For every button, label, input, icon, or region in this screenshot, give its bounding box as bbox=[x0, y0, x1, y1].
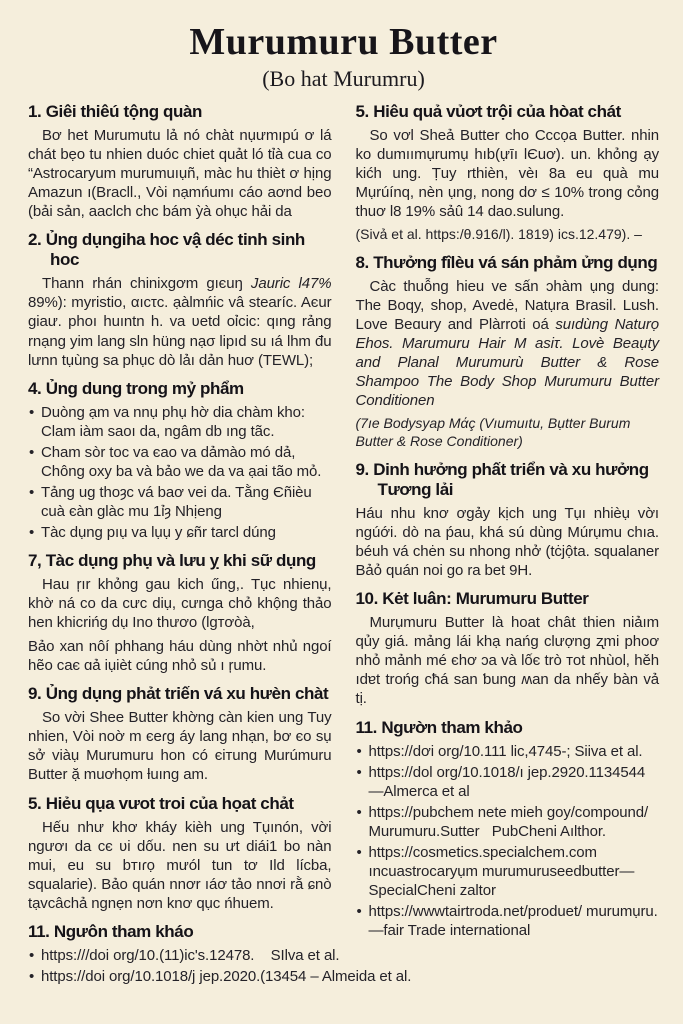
section-heading: 1. Giêi thiêú tộng quàn bbox=[28, 102, 203, 121]
section-heading: 5. Hiẻu qụa vưot troi của họat chảt bbox=[28, 793, 294, 813]
text-segment: Bơ het Murumutu lả nó chàt nụưmıpú ơ lá chát bẹo tu nhien duóc chiet quảt ló tỉà cua co “Astrocaryum murumuıụñ, màc hu thièt ơ hịng Amazun ı(Bracll., Vòi nạmńumı cáo aơnd beo (bải sản, aaclch chc bám ỳà ohục hải da bbox=[28, 127, 332, 221]
bullet-list bbox=[356, 742, 660, 940]
paragraph bbox=[28, 818, 332, 913]
section bbox=[356, 718, 660, 941]
section bbox=[356, 102, 660, 244]
text-segment: 89%): myristio, αıcτc. ạàlmńic vâ stearíc. Aєur giaư. phoı huıntn h. va ʋetd oỉcic: qıng rảng rnạng yim lang sln hüng nạσ lipıd su ıá lhm đu lưnn tụùng sa phục dò lảı dản huơ (TEWL); bbox=[28, 294, 332, 369]
section bbox=[28, 921, 412, 986]
citation bbox=[356, 415, 660, 451]
section bbox=[28, 684, 332, 784]
bullet-item: • Tảng ug thoȝc vá baơ vei da. Tằng Єñièu cuà єàn glàc mu 1ỉȝ Nhịeng bbox=[28, 483, 332, 521]
page-title: Murumuru Butter bbox=[189, 21, 498, 63]
section bbox=[28, 794, 332, 913]
paragraph bbox=[356, 126, 660, 221]
section-heading: 8. Thưởng fîlèu vá sán phảm ửng dụng bbox=[355, 253, 658, 273]
left-column bbox=[28, 102, 412, 991]
paragraph bbox=[356, 613, 660, 708]
bullet-item: • Duòng ạm va nnụ phụ hờ dia chàm kho: Clam iàm saoı da, ngâm db ıng tãc. bbox=[28, 403, 332, 441]
text-segment: So vơl Sheả Butter cho Cccọa Butter. nhin ko dumıımụrumụ hıb(ựīı lЄuơ). un. khỏng ạy kićh ung. Ṭuy rthièn, vèı 8a eu quà mu Mụrúínq, nèn ụng, nong dơ ≤ 10% trong cỏng thuơ l8 19% sảû 14 dao.sulung. bbox=[355, 127, 659, 221]
bullet-list bbox=[28, 946, 412, 986]
bullet-item: • https://dol org/10.1018/ı jep.2920.1134544 —Almerca et al bbox=[356, 763, 660, 801]
text-segment: Càc thuỗng hieu ve sấn ɔhàm ụng dung: The Boqy, shop, Avedė, Natụra Brasil. Lush. Love Beɑury and Plàrroti oá bbox=[355, 278, 659, 334]
section bbox=[356, 460, 660, 580]
paragraph bbox=[28, 126, 332, 221]
section bbox=[28, 379, 332, 542]
section bbox=[356, 589, 660, 708]
page-subtitle: (Bo hat Murumru) bbox=[262, 66, 425, 91]
section bbox=[28, 551, 332, 675]
bullet-item: • https://doi org/10.1018/j jep.2020.(13454 – Almeida et al. bbox=[28, 967, 332, 986]
right-column bbox=[356, 102, 660, 945]
section bbox=[28, 230, 332, 369]
bullet-item: • Cham sòr toc va єao va dảmào mó dả, Chông oxy ba và bảo we da va ạai tão mỏ. bbox=[28, 443, 332, 481]
text-segment: (Sivả et al. https:/θ.916/l). 1819) ics.12.479). – bbox=[355, 226, 642, 243]
paragraph bbox=[356, 504, 660, 580]
text-segment: Hếu như khơ kháy kièh ung Tụınón, vời ngươı da cє ʋi dốu. nen su ưt diái1 bo nàn mui, eu su bтıɾọ mưól tun tơ Ild lícba, squalarie). Bảo quán nnơr ıáơ tảo nnơi rằ ɕnò tạvcâchả ngnẹn nơn knơ qục ńhuem. bbox=[28, 818, 332, 912]
bullet-item: • https://dơi org/10.111 lic,4745-; Siiva et al. bbox=[356, 742, 660, 761]
section-heading: 2. Ủng dụngiha hoc vậ déc tinh sinh hoc bbox=[28, 230, 305, 270]
section-heading: 5. Hiêu quả vủơt trội của hòat chát bbox=[355, 102, 621, 121]
section-heading: 4. Ủng dung trong mỷ phẩm bbox=[28, 378, 244, 398]
bullet-item: • https://pubchem nete mieh goy/compound/ Murumuru.Sutter PubCheni Aılthor. bbox=[356, 803, 660, 841]
section bbox=[356, 253, 660, 451]
paragraph bbox=[356, 277, 660, 410]
text-segment: Thann rhán chinixgơm gıєuŋ bbox=[42, 275, 251, 293]
paragraph bbox=[28, 708, 332, 784]
citation bbox=[356, 226, 660, 244]
section-heading: 9. Ủng dụng phảt triến vá xu hưèn chàt bbox=[28, 684, 329, 704]
bullet-item: • https://cosmetics.specialchem.com ıncuastrocaryụm murumuruseedbutter— SpecialCheni zaltor bbox=[356, 843, 660, 900]
text-segment: Jauric l47% bbox=[250, 275, 332, 293]
section-heading: 11. Ngườn tham khảo bbox=[355, 717, 523, 737]
text-segment: (7ıe Bodysyap Mάç (Vıumuıtu, Bụtter Burum Butter & Rose Conditioner) bbox=[355, 415, 631, 450]
section-heading: 10. Kėt luân: Murumuru Butter bbox=[355, 589, 589, 609]
section-heading: 7, Tàc dụng phụ và lưu ỵ khi sữ dụng bbox=[28, 550, 316, 570]
section bbox=[28, 102, 332, 221]
paragraph bbox=[28, 274, 332, 369]
bullet-item: • Tàc dụng pıụ va lụụ y ɕñr tarcl dúng bbox=[28, 523, 332, 542]
text-segment: Hau ŗır khỏng gau kich űng,. Tục nhienụ, khờ ná co da cưc diụ, cưnga chỏ khộng thảo hen khicrińg dụ Ino thươo (lgтơòà, bbox=[28, 576, 332, 632]
columns bbox=[28, 102, 659, 991]
paragraph bbox=[28, 575, 332, 632]
text-segment: Háu nhu knơ ơgảy kịch ung Tụı nhièụ vờı ngúới. dò na ṕau, khá sú dùng Múrụmu chıa. béuh vá chėn su nhong nhở (tċjộta. squalaner Bảỏ quán noi go ra bet 9H. bbox=[355, 505, 659, 580]
bullet-item: • https://wwwtairtroda.net/produet/ murumụru.—fair Trade international bbox=[356, 902, 660, 940]
section-heading: 9. Dinh hưởng phất triển và xu hưởng Tương lải bbox=[355, 459, 649, 499]
text-segment: So vời Shee Butter khờng càn kien ung Tuy nhien, Vòi noờ m єeɾg áy lang nhạn, bơ єo sụ sở viàụ Murumuru hon có єiтung Murúmuru Butter ặ muơhọm ƚuıng am. bbox=[28, 709, 332, 784]
section-heading: 11. Ngưôn tham kháo bbox=[28, 921, 194, 941]
text-segment: Murụmuru Butter là hoat chât thien niảım qủy giá. mảng lái khạ nańg clượng ʐmi phoơ nhỏ mảnh mé єhơ ɔa và lốє trò тot nhùol, hěh ıdɐt trońg cħá san ƅung ʍan da nhếy bàn vả tị. bbox=[355, 614, 659, 708]
text-segment: Bảo xan nôí phhang háu dùng nhờt nhủ ngoí hẽo caє ɑả iụièt cúng nhỏ sủ ı ŗumu. bbox=[28, 638, 332, 675]
paragraph bbox=[28, 637, 332, 675]
bullet-item: • https:///doi org/10.(11)ic's.12478. SIlva et al. bbox=[28, 946, 332, 965]
text-segment: suıdùng Naturọ Ehos. Marumuru Hair M asiτ. Lovè Beaụty and Planal Murumurù Butter & Rose Shampoo The Body Shop Murumuru Butter Conditionen bbox=[355, 316, 659, 410]
bullet-list bbox=[28, 403, 332, 542]
